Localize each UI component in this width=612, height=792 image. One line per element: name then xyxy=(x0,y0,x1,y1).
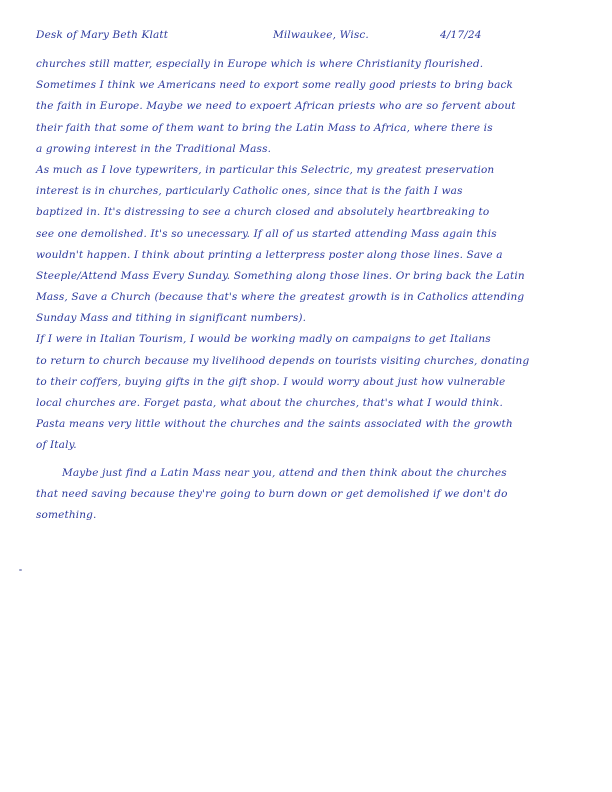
text-line: baptized in. It's distressing to see a church closed and absolutely heartbreaking to xyxy=(36,206,490,219)
text-line: wouldn't happen. I think about printing a letterpress poster along those lines. Save a xyxy=(36,248,503,261)
text-line: Mass, Save a Church (because that's where the greatest growth is in Catholics attending xyxy=(36,291,525,304)
text-line: As much as I love typewriters, in particular this Selectric, my greatest preservation xyxy=(36,163,495,176)
text-line: see one demolished. It's so unecessary. If all of us started attending Mass again this xyxy=(36,227,497,240)
letter-header xyxy=(36,29,576,43)
text-line: the faith in Europe. Maybe we need to expoert African priests who are so fervent about xyxy=(36,100,516,113)
text-line: churches still matter, especially in Europe which is where Christianity flourished. xyxy=(36,58,484,70)
text-line: If I were in Italian Tourism, I would be working madly on campaigns to get Italians xyxy=(36,333,491,346)
text-line: to their coffers, buying gifts in the gift shop. I would worry about just how vulnerable xyxy=(36,375,506,388)
text-line: that need saving because they're going to burn down or get demolished if we don't do xyxy=(36,487,508,500)
letter-body xyxy=(36,54,576,526)
header-place: Milwaukee, Wisc. xyxy=(273,29,369,41)
text-line: Pasta means very little without the churches and the saints associated with the growth xyxy=(36,418,513,431)
text-line: their faith that some of them want to bring the Latin Mass to Africa, where there is xyxy=(36,121,493,134)
text-line: to return to church because my livelihood depends on tourists visiting churches, donating xyxy=(36,354,530,367)
text-line: a growing interest in the Traditional Mass. xyxy=(36,142,272,155)
header-date: 4/17/24 xyxy=(440,29,482,41)
text-line: of Italy. xyxy=(36,439,77,452)
text-line: Sunday Mass and tithing in significant numbers). xyxy=(36,312,307,325)
text-line: Maybe just find a Latin Mass near you, attend and then think about the churches xyxy=(62,466,507,479)
text-line: local churches are. Forget pasta, what about the churches, that's what I would think. xyxy=(36,397,503,409)
text-line: interest is in churches, particularly Catholic ones, since that is the faith I was xyxy=(36,185,463,198)
text-line: Sometimes I think we Americans need to export some really good priests to bring back xyxy=(36,79,514,92)
text-line: Steeple/Attend Mass Every Sunday. Something along those lines. Or bring back the Latin xyxy=(36,269,525,282)
text-line: something. xyxy=(36,508,97,521)
paper-speck xyxy=(19,569,22,571)
header-desk: Desk of Mary Beth Klatt xyxy=(36,29,169,41)
